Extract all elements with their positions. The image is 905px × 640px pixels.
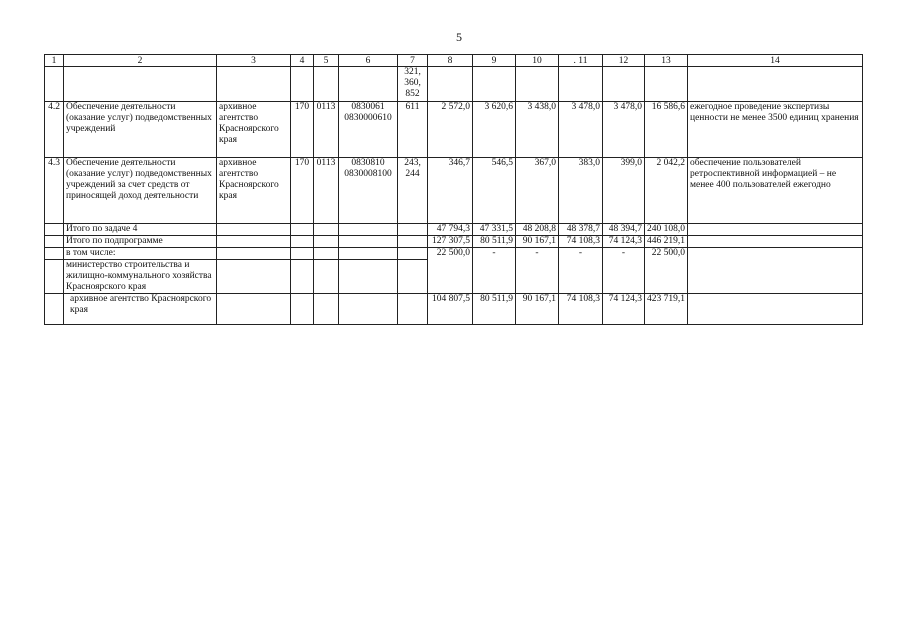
budget-table (44, 54, 863, 325)
table-cell: 47 794,3 (428, 224, 473, 236)
column-header: 1 (45, 55, 64, 67)
table-cell: 74 124,3 (603, 294, 645, 325)
table-cell: 90 167,1 (516, 236, 559, 248)
table-cell: 423 719,1 (645, 294, 688, 325)
total-row-subprogram (45, 236, 863, 248)
table-cell: - (559, 248, 603, 294)
table-cell: 104 807,5 (428, 294, 473, 325)
column-header: 8 (428, 55, 473, 67)
table-cell: 3 620,6 (473, 102, 516, 158)
total-label: Итого по подпрограмме (64, 236, 217, 248)
column-header: . 11 (559, 55, 603, 67)
table-cell: 383,0 (559, 158, 603, 224)
table-cell: 346,7 (428, 158, 473, 224)
column-header: 7 (398, 55, 428, 67)
table-cell: - (473, 248, 516, 294)
table-cell: 48 208,8 (516, 224, 559, 236)
including-row (45, 248, 863, 260)
table-cell: 243, 244 (398, 158, 428, 224)
table-cell: 127 307,5 (428, 236, 473, 248)
table-cell: 47 331,5 (473, 224, 516, 236)
result-description: обеспечение пользователей ретроспективной информацией – не менее 400 пользователей ежегодно (688, 158, 863, 224)
total-row-task4 (45, 224, 863, 236)
table-row (45, 102, 863, 158)
table-cell: 367,0 (516, 158, 559, 224)
column-header: 6 (339, 55, 398, 67)
agency-name: архивное агентство Красноярского края (217, 102, 291, 158)
table-cell: 0113 (314, 102, 339, 158)
table-cell: 16 586,6 (645, 102, 688, 158)
table-cell: 2 572,0 (428, 102, 473, 158)
column-number-row (45, 55, 863, 67)
column-header: 2 (64, 55, 217, 67)
table-cell: 74 108,3 (559, 294, 603, 325)
column-header: 13 (645, 55, 688, 67)
column-header: 5 (314, 55, 339, 67)
table-cell: 22 500,0 (645, 248, 688, 294)
row-number: 4.2 (45, 102, 64, 158)
table-cell: 3 438,0 (516, 102, 559, 158)
table-cell: 446 219,1 (645, 236, 688, 248)
table-cell: 546,5 (473, 158, 516, 224)
table-cell: 0830810 0830008100 (339, 158, 398, 224)
column-header: 3 (217, 55, 291, 67)
table-cell: 74 108,3 (559, 236, 603, 248)
column-header: 10 (516, 55, 559, 67)
table-cell: 170 (291, 158, 314, 224)
result-description: ежегодное проведение экспертизы ценности не менее 3500 единиц хранения (688, 102, 863, 158)
archive-agency-row (45, 294, 863, 325)
table-cell: 80 511,9 (473, 236, 516, 248)
table-cell: 3 478,0 (603, 102, 645, 158)
table-cell: 48 394,7 (603, 224, 645, 236)
table-cell: 2 042,2 (645, 158, 688, 224)
table-cell: 170 (291, 102, 314, 158)
table-cell: - (516, 248, 559, 294)
row-number: 4.3 (45, 158, 64, 224)
table-cell: 399,0 (603, 158, 645, 224)
table-cell: - (603, 248, 645, 294)
total-label: Итого по задаче 4 (64, 224, 217, 236)
including-label: в том числе: (64, 248, 217, 260)
table-cell: 0830061 0830000610 (339, 102, 398, 158)
ministry-label: министерство строительства и жилищно-коммунального хозяйства Красноярского края (64, 260, 217, 294)
table-cell: 611 (398, 102, 428, 158)
column-header: 14 (688, 55, 863, 67)
table-row (45, 158, 863, 224)
activity-name: Обеспечение деятельности (оказание услуг) подведомственных учреждений (64, 102, 217, 158)
table-cell: 22 500,0 (428, 248, 473, 294)
column-header: 9 (473, 55, 516, 67)
table-cell: 80 511,9 (473, 294, 516, 325)
table-cell: 0113 (314, 158, 339, 224)
table-cell: 90 167,1 (516, 294, 559, 325)
table-cell: 74 124,3 (603, 236, 645, 248)
column-header: 12 (603, 55, 645, 67)
table-cell: 321, 360, 852 (398, 67, 428, 102)
column-header: 4 (291, 55, 314, 67)
table-cell: 48 378,7 (559, 224, 603, 236)
page-number: 5 (456, 30, 462, 44)
activity-name: Обеспечение деятельности (оказание услуг) подведомственных учреждений за счет средств от приносящей доход деятельности (64, 158, 217, 224)
table-cell: 240 108,0 (645, 224, 688, 236)
continuation-row (45, 67, 863, 102)
agency-name: архивное агентство Красноярского края (217, 158, 291, 224)
table-cell: 3 478,0 (559, 102, 603, 158)
archive-agency-label: архивное агентство Красноярского края (64, 294, 217, 325)
